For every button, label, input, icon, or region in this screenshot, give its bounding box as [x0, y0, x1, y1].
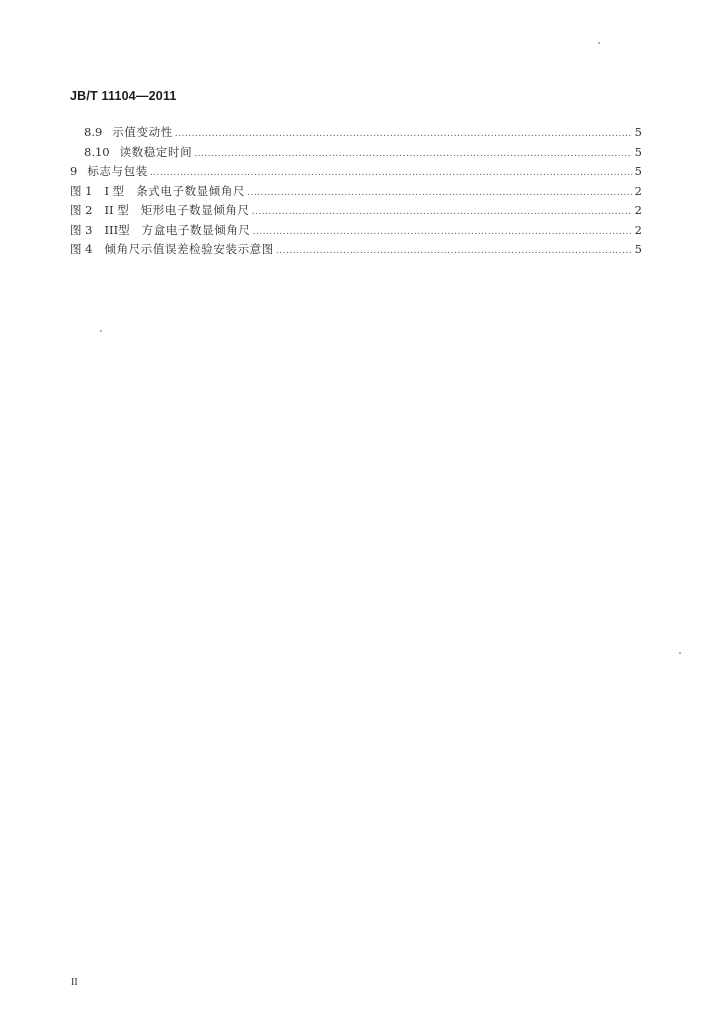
toc-entry-page: 5 [634, 144, 642, 159]
toc-entry-title: 示值变动性 [112, 125, 173, 139]
toc-entry-8-9[interactable] [70, 123, 642, 143]
toc-figure-type: I 型 [104, 183, 125, 198]
scan-speck [679, 652, 681, 654]
toc-entry-title: 读数稳定时间 [119, 144, 193, 159]
toc-entry-number: 8.10 [84, 144, 110, 159]
toc-dot-leader [175, 125, 632, 145]
toc-entry-page: 5 [634, 242, 642, 256]
toc-entry-number: 9 [70, 164, 78, 178]
toc-entry-figure-2[interactable] [70, 201, 642, 221]
toc-entry-8-10[interactable] [70, 143, 642, 163]
toc-dot-leader [247, 184, 632, 204]
toc-entry-page: 2 [634, 183, 642, 198]
toc-dot-leader [276, 242, 632, 262]
toc-dot-leader [194, 145, 632, 165]
toc-entry-title: 矩形电子数显倾角尺 [140, 203, 250, 217]
toc-dot-leader [252, 203, 632, 223]
toc-entry-figure-3[interactable] [70, 221, 642, 241]
toc-figure-type: III型 [104, 222, 130, 237]
toc-entry-figure-1[interactable] [70, 182, 642, 202]
scan-speck [598, 42, 600, 44]
table-of-contents [70, 123, 642, 260]
toc-entry-page: 2 [634, 222, 642, 237]
standard-number: JB/T 11104—2011 [70, 89, 177, 103]
toc-entry-page: 5 [634, 164, 642, 178]
page-number: II [71, 977, 78, 988]
toc-figure-number: 图 1 [70, 183, 93, 198]
toc-entry-number: 8.9 [84, 125, 103, 139]
toc-figure-number: 图 2 [70, 203, 93, 217]
toc-dot-leader [253, 223, 632, 243]
toc-entry-page: 2 [634, 203, 642, 217]
toc-entry-title: 方盒电子数显倾角尺 [141, 222, 251, 237]
toc-entry-figure-4[interactable] [70, 240, 642, 260]
toc-entry-title: 标志与包装 [87, 164, 148, 178]
toc-figure-type: II 型 [104, 203, 129, 217]
toc-figure-number: 图 4 [70, 242, 93, 256]
toc-entry-9[interactable] [70, 162, 642, 182]
toc-entry-title: 条式电子数显倾角尺 [136, 183, 246, 198]
scan-speck [100, 330, 102, 332]
toc-entry-page: 5 [634, 125, 642, 139]
toc-figure-number: 图 3 [70, 222, 93, 237]
toc-entry-title: 倾角尺示值误差检验安装示意图 [104, 242, 274, 256]
